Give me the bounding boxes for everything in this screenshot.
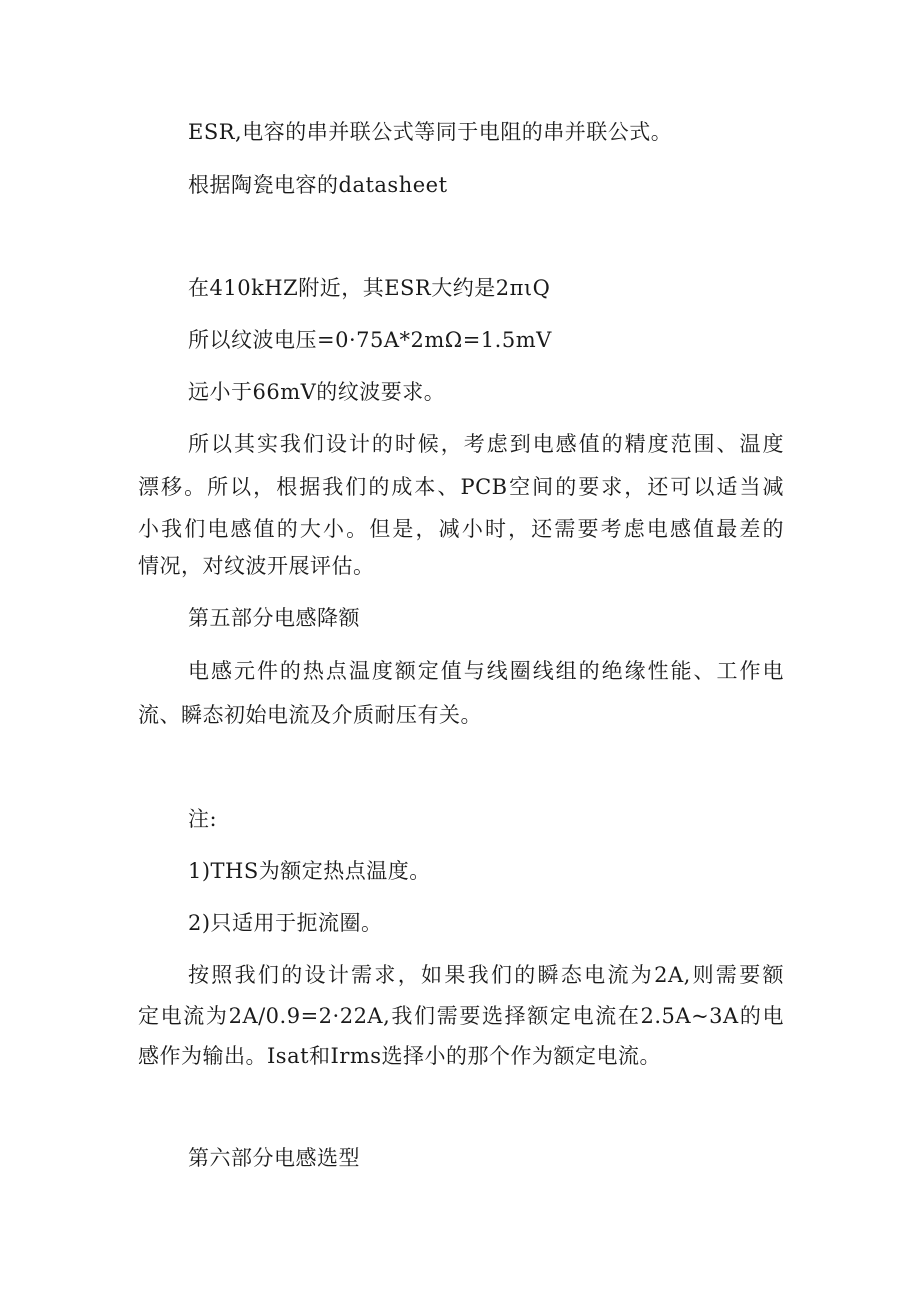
- paragraph-line: 小我们电感值的大小。但是，减小时，还需要考虑电感值最差的: [138, 517, 784, 541]
- ripple-voltage-text: 所以纹波电压=0·75A*2mΩ=1.5mV: [188, 328, 552, 352]
- paragraph-line: 按照我们的设计需求，如果我们的瞬态电流为2A,则需要额: [188, 963, 784, 987]
- paragraph-line: 流、瞬态初始电流及介质耐压有关。: [138, 703, 482, 727]
- ripple-requirement-text: 远小于66mV的纹波要求。: [188, 380, 446, 404]
- esr-value-text: 在410kHZ附近，其ESR大约是2πιQ: [188, 276, 551, 300]
- esr-series-parallel-text: ESR,电容的串并联公式等同于电阻的串并联公式。: [188, 120, 673, 144]
- section-heading-6: 第六部分电感选型: [188, 1146, 360, 1170]
- paragraph-line: 情况，对纹波开展评估。: [138, 554, 375, 578]
- ceramic-capacitor-datasheet-text: 根据陶瓷电容的datasheet: [188, 173, 448, 197]
- paragraph-line: 感作为输出。Isat和Irms选择小的那个作为额定电流。: [138, 1044, 662, 1068]
- note-label: 注:: [188, 807, 218, 831]
- note-item-2: 2)只适用于扼流圈。: [188, 911, 383, 935]
- paragraph-line: 定电流为2A/0.9=2·22A,我们需要选择额定电流在2.5A~3A的电: [138, 1004, 784, 1028]
- paragraph-line: 电感元件的热点温度额定值与线圈线组的绝缘性能、工作电: [188, 659, 784, 683]
- paragraph-line: 所以其实我们设计的时候，考虑到电感值的精度范围、温度: [188, 432, 784, 456]
- note-item-1: 1)THS为额定热点温度。: [188, 859, 431, 883]
- paragraph-line: 漂移。所以，根据我们的成本、PCB空间的要求，还可以适当减: [138, 475, 784, 499]
- section-heading-5: 第五部分电感降额: [188, 606, 360, 630]
